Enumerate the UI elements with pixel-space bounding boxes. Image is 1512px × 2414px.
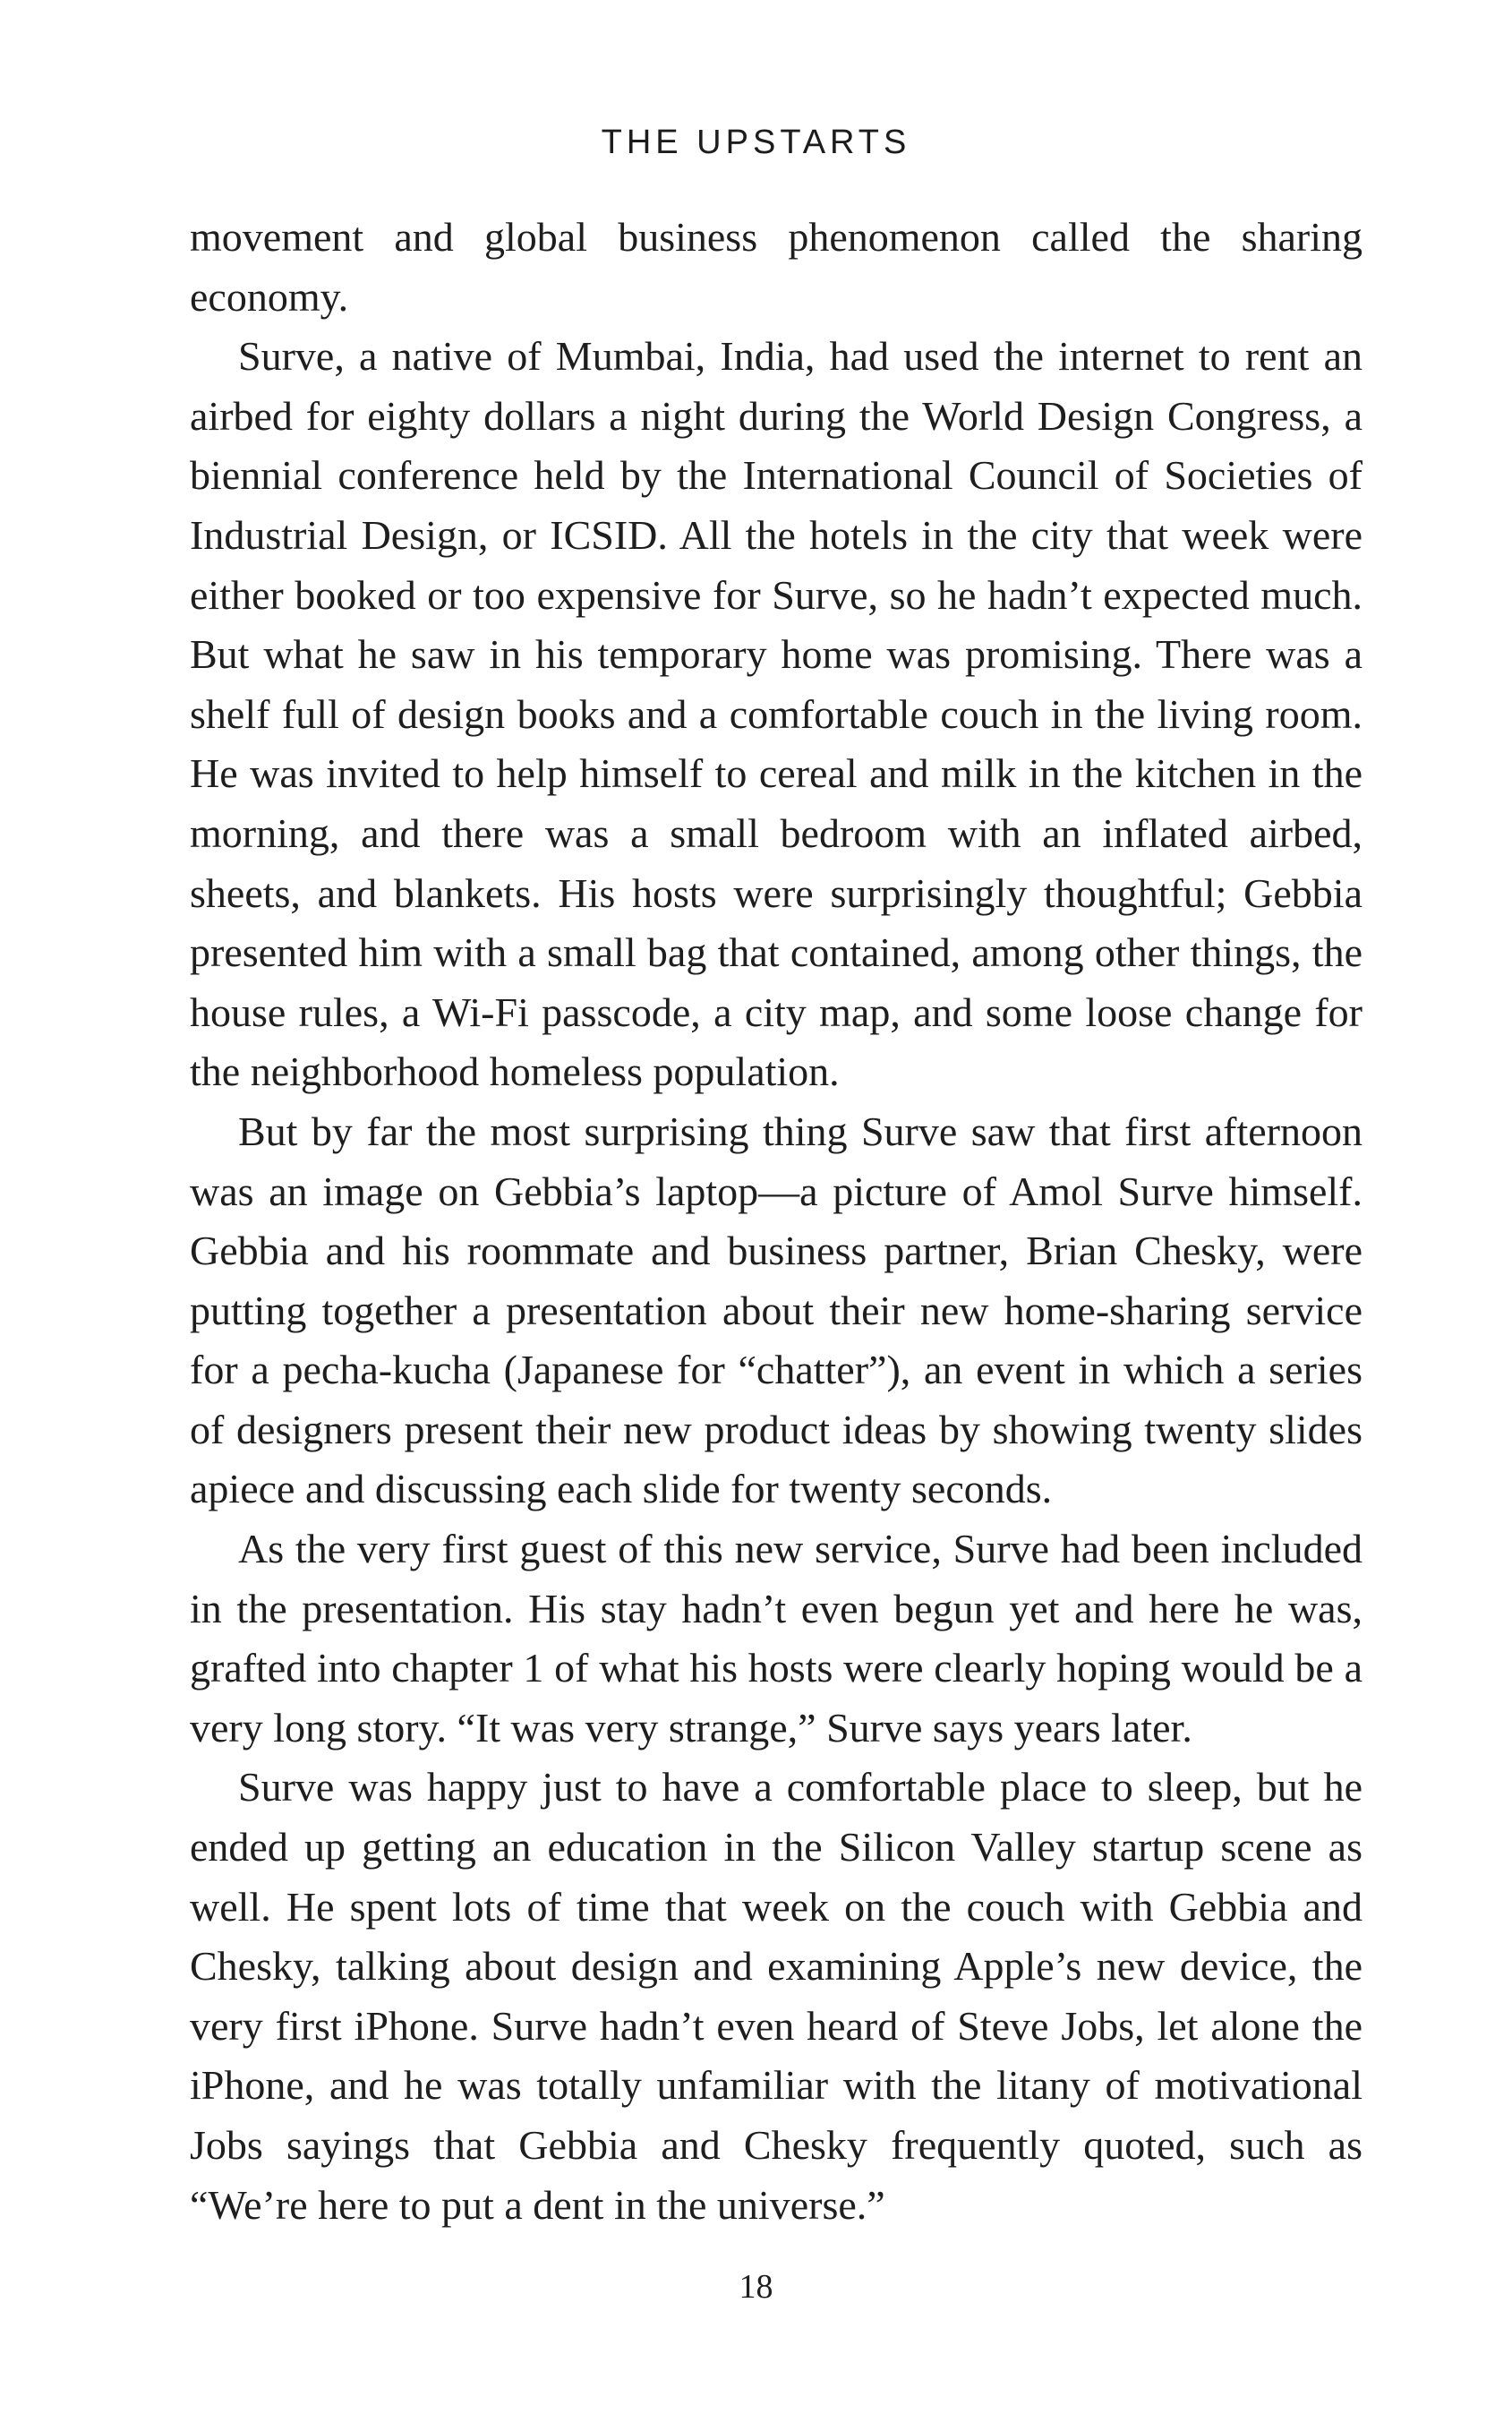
body-text <box>190 208 1363 2235</box>
paragraph: Surve, a native of Mumbai, India, had used the internet to rent an airbed for eighty dollars a night during the World Design Congress, a biennial conference held by the International Council of Societies of Industrial Design, or ICSID. All the hotels in the city that week were either booked or too expensive for Surve, so he hadn’t expected much. But what he saw in his temporary home was promising. There was a shelf full of design books and a comfortable couch in the living room. He was invited to help himself to cereal and milk in the kitchen in the morning, and there was a small bedroom with an inflated airbed, sheets, and blankets. His hosts were surprisingly thoughtful; Gebbia presented him with a small bag that contained, among other things, the house rules, a Wi-Fi passcode, a city map, and some loose change for the neighborhood homeless population. <box>190 333 1363 1095</box>
running-head: THE UPSTARTS <box>601 124 911 161</box>
paragraph: But by far the most surprising thing Surve saw that first afternoon was an image on Gebbia’s laptop—a picture of Amol Surve himself. Gebbia and his roommate and business partner, Brian Chesky, were putting together a presentation about their new home-sharing service for a pecha-kucha (Japanese for “chatter”), an event in which a series of designers present their new product ideas by showing twenty slides apiece and discussing each slide for twenty seconds. <box>190 1108 1363 1512</box>
paragraph-continued: movement and global business phenomenon called the sharing economy. <box>190 214 1363 320</box>
paragraph: As the very first guest of this new service, Surve had been included in the presentation. His stay hadn’t even begun yet and here he was, grafted into chapter 1 of what his hosts were clearly hoping would be a very long story. “It was very strange,” Surve says years later. <box>190 1526 1363 1751</box>
paragraph: Surve was happy just to have a comfortable place to sleep, but he ended up getting an education in the Silicon Valley startup scene as well. He spent lots of time that week on the couch with Gebbia and Chesky, talking about design and examining Apple’s new device, the very first iPhone. Surve hadn’t even heard of Steve Jobs, let alone the iPhone, and he was totally unfamiliar with the litany of motivational Jobs sayings that Gebbia and Chesky frequently quoted, such as “We’re here to put a dent in the universe.” <box>190 1764 1363 2228</box>
page-number: 18 <box>739 2268 773 2306</box>
